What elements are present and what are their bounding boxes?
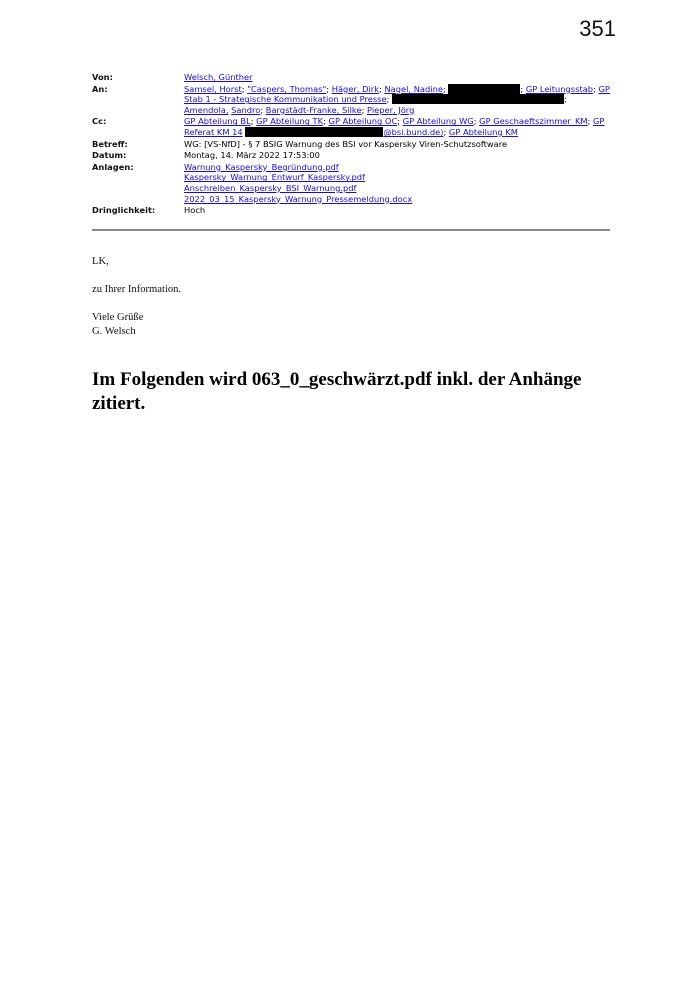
page-number: 351 <box>579 16 616 41</box>
body-line: zu Ihrer Information. <box>92 284 182 295</box>
cc-link[interactable]: GP Abteilung KM <box>448 126 518 137</box>
to-label: An: <box>92 83 108 94</box>
cc-link[interactable]: GP Abteilung WG <box>402 116 474 127</box>
from-row <box>92 72 610 84</box>
cc-link[interactable]: GP Abteilung TK <box>256 116 324 127</box>
date-row <box>92 150 610 162</box>
recipient-link[interactable]: Nagel, Nadine <box>384 83 443 94</box>
cc-link[interactable]: @bsi.bund.de) <box>383 126 444 137</box>
attachment-link[interactable]: Kaspersky_Warnung_Entwurf_Kaspersky.pdf <box>184 172 365 183</box>
cc-link[interactable]: GP Abteilung OC <box>328 116 398 127</box>
closing: Viele Grüße <box>92 312 144 323</box>
attachment-link[interactable]: Warnung_Kaspersky_Begründung.pdf <box>184 161 339 172</box>
recipient-link[interactable]: Amendola, <box>184 104 229 115</box>
recipient-link[interactable]: Stab 1 - Strategische Kommunikation und Presse <box>184 94 387 105</box>
email-header <box>92 72 610 217</box>
recipient-link[interactable]: Häger, Dirk <box>331 83 380 94</box>
salutation: LK, <box>92 256 109 267</box>
redaction-box <box>392 94 564 104</box>
recipient-link[interactable]: "Caspers, Thomas" <box>247 83 327 94</box>
cc-link[interactable]: GP <box>592 116 605 127</box>
cc-recipients: GP Abteilung BL; GP Abteilung TK; GP Abteilung OC; GP Abteilung WG; GP Geschaeftszimmer_KM; GP Referat KM 14 @bsi.bund.de); GP Abteilung KM <box>184 116 605 137</box>
recipient-link[interactable]: Bargstädt-Franke, Silke <box>265 104 362 115</box>
note-heading: Im Folgenden wird 063_0_geschwärzt.pdf inkl. der Anhänge zitiert. <box>92 369 582 414</box>
attachment-link[interactable]: Anschreiben_Kaspersky_BSI_Warnung.pdf <box>184 182 357 193</box>
header-divider <box>92 229 610 231</box>
cc-link[interactable]: Referat KM 14 <box>184 126 243 137</box>
redaction-box <box>448 84 520 94</box>
from-link[interactable]: Welsch, Günther <box>184 72 253 82</box>
recipient-link[interactable]: Samsel, Horst <box>184 83 242 94</box>
priority-label: Dringlichkeit: <box>92 205 156 216</box>
cc-row <box>92 116 610 138</box>
date-label: Datum: <box>92 150 127 161</box>
attachments-label: Anlagen: <box>92 161 134 172</box>
cc-link[interactable]: GP Abteilung BL <box>184 116 251 127</box>
attachment-link[interactable]: 2022_03_15_Kaspersky_Warnung_Pressemeldung.docx <box>184 193 413 204</box>
attachments-list <box>184 162 610 205</box>
recipient-link[interactable]: GP <box>598 83 610 94</box>
recipient-link[interactable]: GP Leitungsstab <box>525 83 594 94</box>
priority-row <box>92 205 610 217</box>
subject-row <box>92 139 610 151</box>
date-value: Montag, 14. März 2022 17:53:00 <box>184 150 320 161</box>
redaction-box <box>245 127 383 137</box>
cc-label: Cc: <box>92 116 107 127</box>
recipient-link[interactable]: Pieper, Jörg <box>367 104 415 115</box>
attachments-row <box>92 162 610 205</box>
recipient-link[interactable]: Sandro <box>231 104 261 115</box>
signature: G. Welsch <box>92 326 136 337</box>
subject-value: WG: [VS-NfD] - § 7 BSIG Warnung des BSI vor Kaspersky Viren-Schutzsoftware <box>184 138 508 149</box>
cc-link[interactable]: GP Geschaeftszimmer_KM <box>479 116 588 127</box>
to-row <box>92 84 610 117</box>
subject-label: Betreff: <box>92 138 128 149</box>
to-recipients: Samsel, Horst; "Caspers, Thomas"; Häger, Dirk; Nagel, Nadine; ; GP Leitungsstab; GP Stab 1 - Strategische Kommunikation und Presse; ; Amendola, Sandro; Bargstädt-Franke, Silke; Pieper, Jörg <box>184 83 610 115</box>
priority-value: Hoch <box>184 205 206 216</box>
from-label: Von: <box>92 72 113 82</box>
